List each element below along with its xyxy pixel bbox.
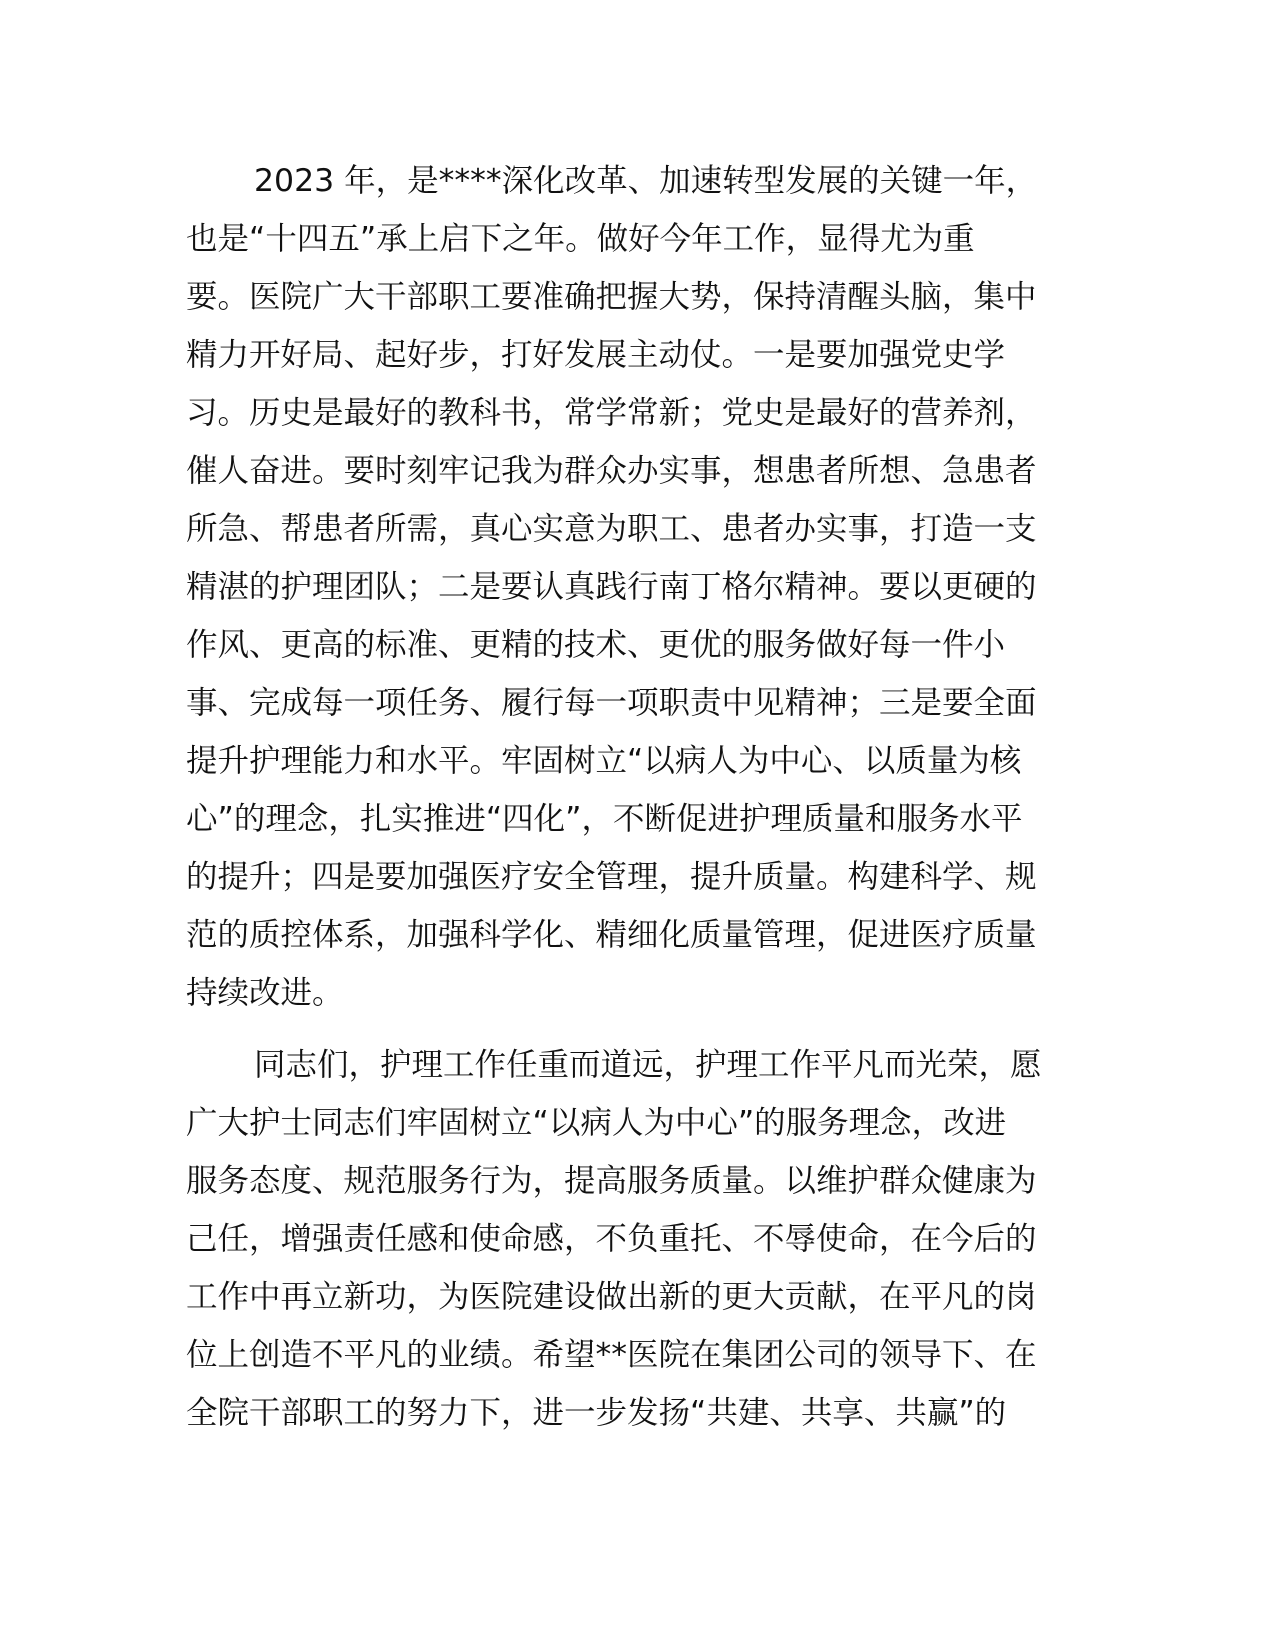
paragraph-line: 要。医院广大干部职工要准确把握大势，保持清醒头脑，集中 (186, 279, 1037, 315)
paragraph-line: 的提升；四是要加强医疗安全管理，提升质量。构建科学、规 (186, 859, 1037, 895)
paragraph-line: 同志们，护理工作任重而道远，护理工作平凡而光荣，愿 (254, 1047, 1042, 1083)
paragraph-line: 事、完成每一项任务、履行每一项职责中见精神；三是要全面 (186, 685, 1037, 721)
paragraph-line: 心”的理念，扎实推进“四化”，不断促进护理质量和服务水平 (186, 801, 1023, 837)
paragraph-line: 持续改进。 (186, 975, 344, 1011)
paragraph-line: 提升护理能力和水平。牢固树立“以病人为中心、以质量为核 (186, 743, 1022, 779)
paragraph-2 (186, 1036, 1090, 1442)
paragraph-1 (186, 152, 1090, 1022)
paragraph-line: 催人奋进。要时刻牢记我为群众办实事，想患者所想、急患者 (186, 453, 1037, 489)
paragraph-line: 精湛的护理团队；二是要认真践行南丁格尔精神。要以更硬的 (186, 569, 1037, 605)
paragraph-line: 工作中再立新功，为医院建设做出新的更大贡献，在平凡的岗 (186, 1279, 1037, 1315)
paragraph-line: 广大护士同志们牢固树立“以病人为中心”的服务理念，改进 (186, 1105, 1007, 1141)
paragraph-line: 范的质控体系，加强科学化、精细化质量管理，促进医疗质量 (186, 917, 1037, 953)
paragraph-line: 2023 年，是****深化改革、加速转型发展的关键一年， (254, 163, 1038, 199)
document-body (186, 152, 1090, 1442)
paragraph-line: 也是“十四五”承上启下之年。做好今年工作，显得尤为重 (186, 221, 975, 257)
paragraph-line: 位上创造不平凡的业绩。希望**医院在集团公司的领导下、在 (186, 1337, 1037, 1373)
paragraph-line: 服务态度、规范服务行为，提高服务质量。以维护群众健康为 (186, 1163, 1037, 1199)
paragraph-line: 精力开好局、起好步，打好发展主动仗。一是要加强党史学 (186, 337, 1006, 373)
paragraph-line: 习。历史是最好的教科书，常学常新；党史是最好的营养剂， (186, 395, 1037, 431)
paragraph-line: 所急、帮患者所需，真心实意为职工、患者办实事，打造一支 (186, 511, 1037, 547)
paragraph-line: 全院干部职工的努力下，进一步发扬“共建、共享、共赢”的 (186, 1395, 1007, 1431)
paragraph-line: 己任，增强责任感和使命感，不负重托、不辱使命，在今后的 (186, 1221, 1037, 1257)
paragraph-line: 作风、更高的标准、更精的技术、更优的服务做好每一件小 (186, 627, 1006, 663)
